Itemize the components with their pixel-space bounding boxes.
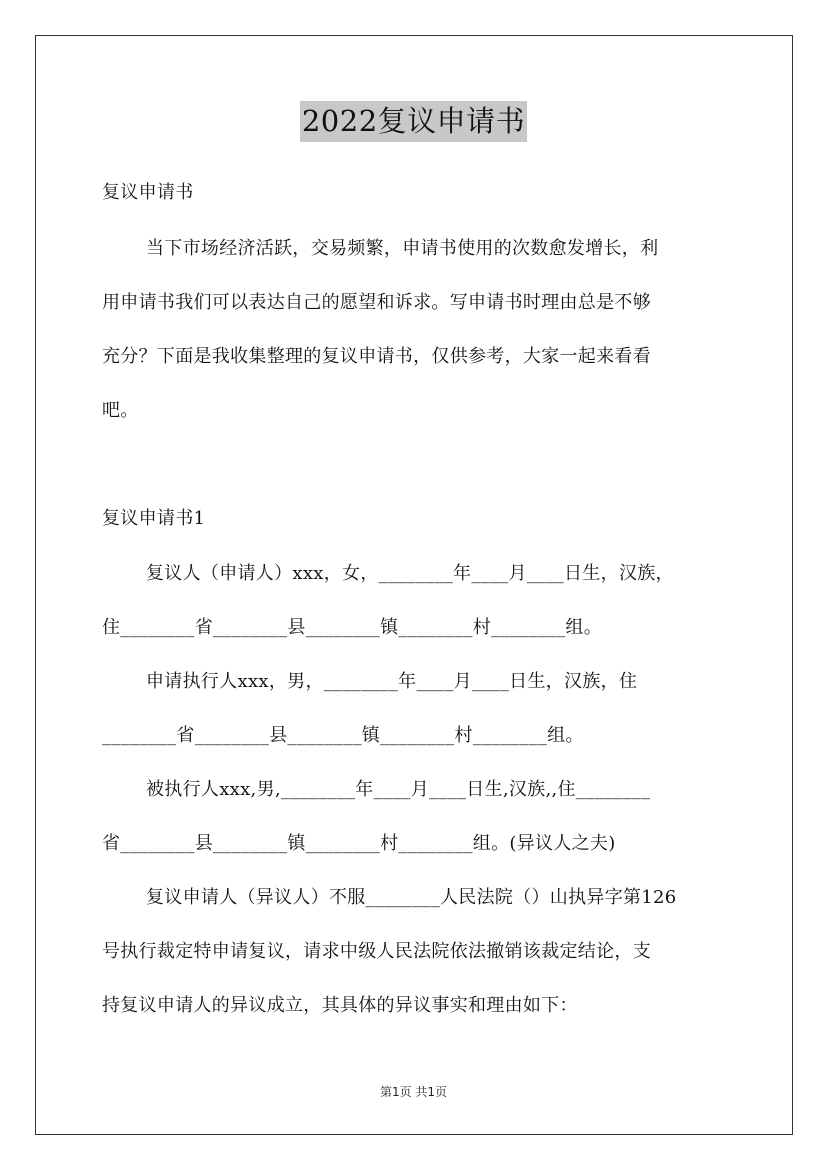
document-heading: 复议申请书 xyxy=(102,182,194,203)
intro-line-1: 当下市场经济活跃，交易频繁，申请书使用的次数愈发增长，利 xyxy=(146,238,659,259)
intro-line-2: 用申请书我们可以表达自己的愿望和诉求。写申请书时理由总是不够 xyxy=(102,292,651,313)
body-line-8: 号执行裁定特申请复议，请求中级人民法院依法撤销该裁定结论，支 xyxy=(102,941,651,962)
intro-line-4: 吧。 xyxy=(102,400,139,421)
document-title: 2022复议申请书 xyxy=(300,101,527,142)
body-line-2: 住________省________县________镇________村________组。 xyxy=(102,617,603,638)
document-title-wrapper xyxy=(0,101,827,142)
body-line-1: 复议人（申请人）xxx，女，________年____月____日生，汉族， xyxy=(146,563,674,584)
body-line-6: 省________县________镇________村________组。(异议人之夫) xyxy=(102,833,616,854)
body-line-5: 被执行人xxx,男,________年____月____日生,汉族,,住________ xyxy=(146,779,651,800)
body-line-3: 申请执行人xxx，男，________年____月____日生，汉族，住 xyxy=(146,671,638,692)
body-line-4: ________省________县________镇________村________组。 xyxy=(102,725,584,746)
body-line-7: 复议申请人（异议人）不服________人民法院（）山执异字第126 xyxy=(146,887,677,908)
body-line-9: 持复议申请人的异议成立，其具体的异议事实和理由如下： xyxy=(102,995,578,1016)
section-heading: 复议申请书1 xyxy=(102,508,206,529)
intro-line-3: 充分？下面是我收集整理的复议申请书，仅供参考，大家一起来看看 xyxy=(102,346,651,367)
page-footer: 第1页 共1页 xyxy=(379,1085,448,1099)
